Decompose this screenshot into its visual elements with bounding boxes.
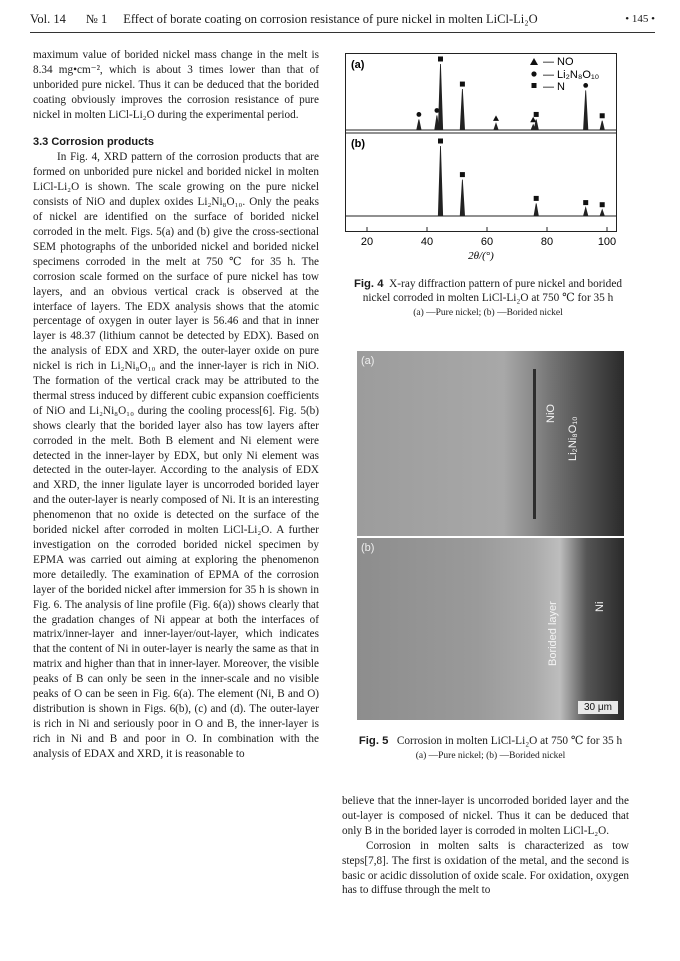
panel-a-label: (a) [361,355,375,367]
figure-4-label: Fig. 4 [353,278,384,290]
xrd-peak [494,123,498,130]
journal-number: № 1 [85,11,108,26]
peak-marker-square [600,202,605,207]
legend-entry-n: — N [543,81,565,93]
page-number: • 145 • [625,13,655,25]
peak-marker-square [438,57,443,62]
x-axis-label: 2θ/(°) [468,250,494,262]
peak-marker-square [583,200,588,205]
figure-5-caption [357,734,624,763]
figure-4-caption-text: X-ray diffraction pattern of pure nickel and borided nickel corroded in molten LiCl-Li₂O at 750 ℃ for 35 h [362,278,622,304]
borided-layer-label: Borided layer [547,601,559,666]
peak-marker-square [534,196,539,201]
xrd-peak [534,203,538,216]
paragraph-corrosion-steps: Corrosion in molten salts is characterized as tow steps[7,8]. The first is oxidation of the metal, and the second is basic or acidic dissolution of oxide scale. For oxidation, oxygen has to diffuse through the melt to [342,839,629,897]
panel-b-label: (b) [361,542,375,554]
xrd-peak [438,146,442,216]
xrd-peak [460,89,464,130]
vertical-crack [533,369,536,519]
legend-triangle-marker [530,58,538,65]
figure-5-caption-sub: (a) —Pure nickel; (b) —Borided nickel [415,751,566,761]
peak-marker-square [600,113,605,118]
running-header [30,6,655,33]
xrd-peak [417,119,421,130]
x-tick-label: 100 [597,236,617,248]
peak-marker-square [438,139,443,144]
xrd-peak [600,210,604,216]
li2ni8o10-layer-label: Li₂Ni₈O₁₀ [567,416,579,461]
peak-marker-triangle [530,117,536,123]
paragraph-corrosion-products: In Fig. 4, XRD pattern of the corrosion products that are formed on unborided pure nickel and borided nickel in molten LiCl-Li₂O is shown. The scale growing on the pure nickel consists of NiO and duplex oxides Li₂Ni₈O₁₀. Only the peaks of nickel are identified on the surface of borided nickel corroded in the melt. Figs. 5(a) and (b) give the cross-sectional SEM photographs of the unborided nickel and borided nickel specimens corroded in the melt at 750 ℃ for 35 h. The corrosion scale formed on the surface of pure nickel has tow layers, and an obvious vertical crack is observed at the interface of layers. The EDX analysis shows that the atomic percentage of oxygen in outer layer is 56.46 and that in inner layer is 48.37 (lithium cannot be detected by EDX). Based on the analysis of EDX and XRD, the outer-layer oxide on pure nickel is rich in Li₂Ni₈O₁₀ and the inner-layer is rich in NiO. The formation of the vertical crack may be attributed to the thermal stress induced by different cubic expansion coefficients of NiO and Li₂Ni₈O₁₀ during the cooling process[6]. Fig. 5(b) shows clearly that the borided layer also has tow layers after corroded in the melt. Both B element and Ni element were detected in the inner-layer by EDX, but only Ni element was detected in the outer-layer. According to the analysis of EDX and XRD, the inner ligulate layer is uncorroded borided layer and the outer-layer is nearly composed of Ni. It is an interesting phenomenon that no oxide is detected on the surface of the borided nickel after corroded in molten LiCl-Li₂O. A further investigation on the corroded borided nickel specimen by EPMA was carried out aiming at exploring the phenomenon more detailedly. The examination of EPMA of the corrosion layer of the borided nickel after immersion for 35 h is shown in Fig. 6. The analysis of line profile (Fig. 6(a)) shows clearly that the gradation changes of Ni appear at both the interfaces of matrix/inner-layer and inner-layer/out-layer, which indicates that the content of Ni in outer-layer is nearly the same as that in matrix and higher than that in inner-layer. Moreover, the visible peaks of B can only be seen in the inner-scale and no visible peaks of O can be seen in Fig. 6(a). The element (Ni, B and O) distribution is shown in Figs. 6(b), (c) and (d). The outer-layer is rich in Ni and seriously poor in O and B, the inner-layer is rich in Ni and B and poor in O. In combination with the analysis of EDAX and XRD, it is reasonable to [33,151,319,760]
right-column [342,794,629,898]
figure-5a-sem-image [357,351,624,536]
xrd-plot [345,48,627,263]
peak-marker-square [460,82,465,87]
peak-marker-circle [583,83,588,88]
xrd-peak [600,121,604,130]
paragraph-mass-change: maximum value of borided nickel mass change in the melt is 8.34 mg•cm⁻², which is about 3 times lower than that of unborided pure nickel. Thus it can be deduced that the borided coating obviously improves the corrosion resistance of pure nickel in molten LiCl-Li₂O during the experimental period. [33,49,319,121]
xrd-peak [584,208,588,216]
xrd-peak [438,64,442,130]
ni-layer-label: Ni [594,601,606,612]
figure-4-xrd-chart [345,48,627,288]
figure-5-label: Fig. 5 [358,735,389,747]
figure-5-caption-text: Corrosion in molten LiCl-Li₂O at 750 ℃ for 35 h [396,735,623,747]
peak-marker-square [534,112,539,117]
peak-marker-circle [417,112,422,117]
figure-5b-sem-image [357,538,624,720]
x-axis-ticks [361,227,616,248]
xrd-peak [584,90,588,130]
section-heading: 3.3 Corrosion products [33,135,155,148]
legend-circle-marker [531,71,536,76]
legend-entry-li2n8o10: — Li₂N₈O₁₀ [543,69,600,81]
xrd-peak [460,180,464,216]
panel-a-label: (a) [351,59,365,71]
x-tick-label: 60 [480,236,494,248]
panel-b-label: (b) [351,138,366,150]
nio-layer-label: NiO [545,404,557,423]
figure-4-caption [352,277,624,320]
journal-volume: Vol. 14 [30,11,66,26]
legend-entry-no: — NO [543,56,574,68]
running-title: Effect of borate coating on corrosion resistance of pure nickel in molten LiCl-Li₂O [123,11,538,26]
peak-marker-triangle [493,115,499,121]
chart-legend [530,56,599,93]
x-tick-label: 20 [360,236,374,248]
peak-marker-square [460,172,465,177]
x-tick-label: 40 [420,236,434,248]
legend-square-marker [532,83,537,88]
scale-bar: 30 μm [578,701,618,714]
figure-4-caption-sub: (a) —Pure nickel; (b) —Borided nickel [413,308,563,318]
left-column [33,48,319,762]
paragraph-conclusion-borided: believe that the inner-layer is uncorroded borided layer and the out-layer is composed of nickel. Thus it can be deduced that only B in the borided layer is corroded in molten LiCl-L₂O. [342,795,629,837]
x-tick-label: 80 [540,236,554,248]
